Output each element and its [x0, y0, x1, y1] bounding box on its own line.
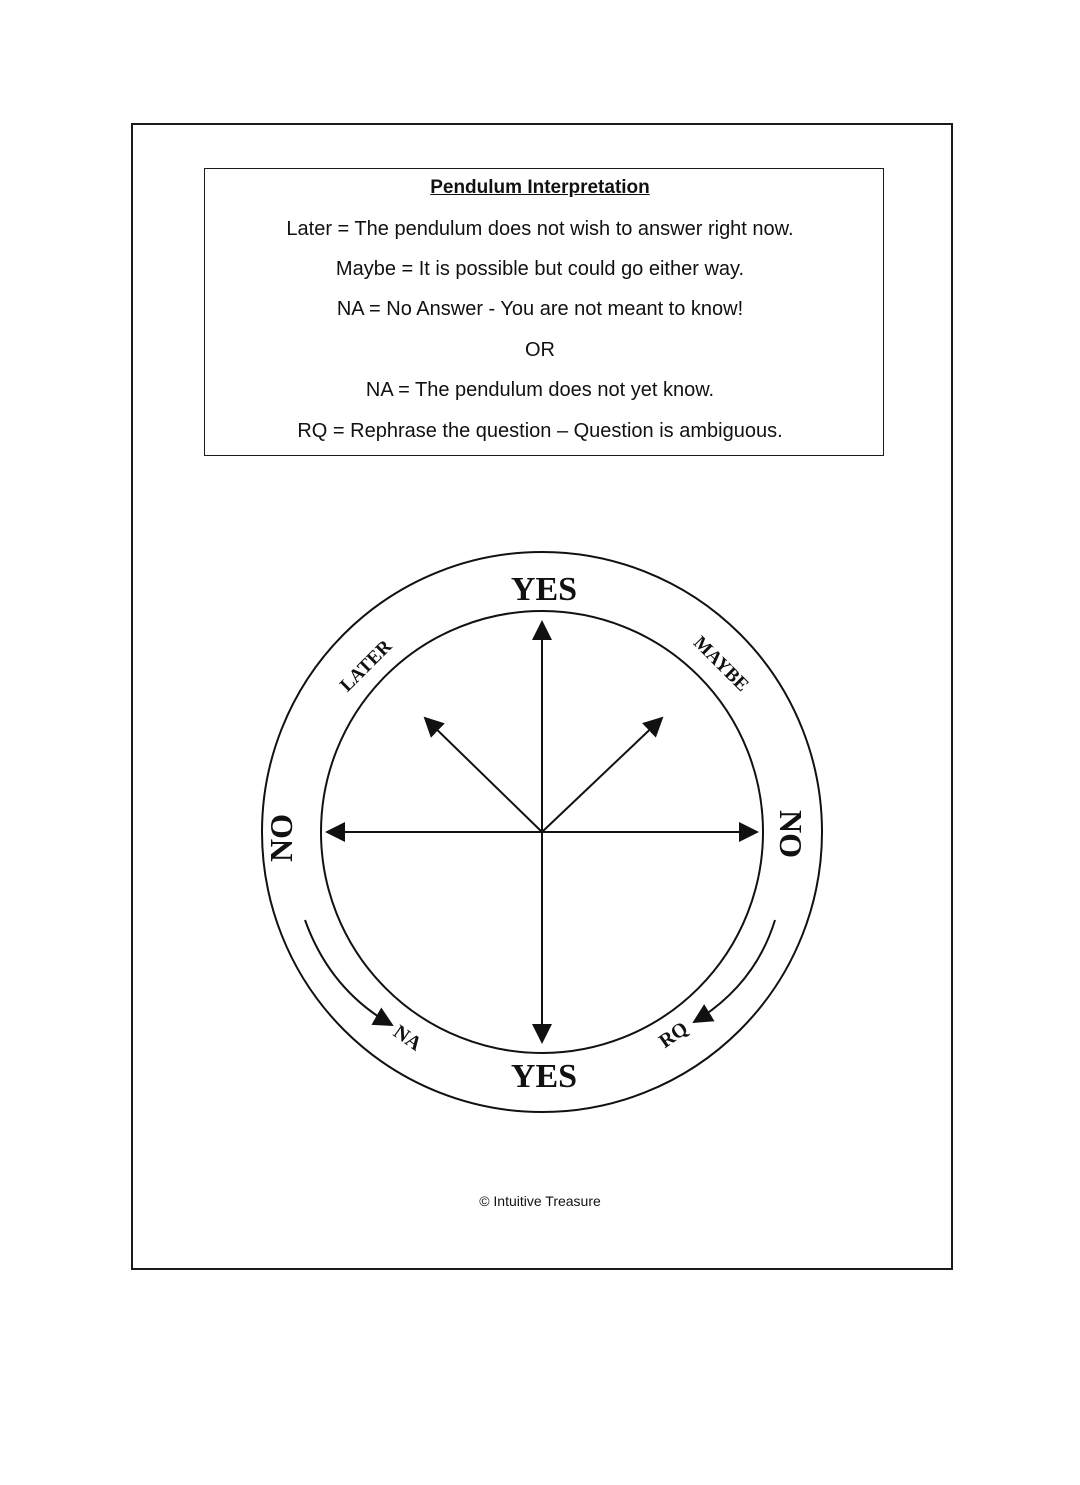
label-yes-top: YES: [510, 571, 578, 608]
legend-line-maybe: Maybe = It is possible but could go either way.: [335, 258, 745, 280]
label-na: NA: [389, 1020, 426, 1056]
label-later: LATER: [336, 636, 397, 697]
label-rq: RQ: [654, 1017, 693, 1053]
arrow-maybe: [542, 718, 662, 832]
arrow-curve-rq: [694, 920, 775, 1022]
legend-line-later: Later = The pendulum does not wish to answer right now.: [286, 218, 794, 240]
legend-line-na: NA = No Answer - You are not meant to know!: [336, 298, 744, 320]
label-maybe: MAYBE: [689, 632, 753, 696]
label-no-left: NO: [263, 814, 299, 862]
copyright-text: © Intuitive Treasure: [479, 1193, 601, 1209]
legend-line-rq: RQ = Rephrase the question – Question is ambiguous.: [297, 420, 783, 442]
legend-line-or: OR: [525, 339, 555, 361]
label-no-right: NO: [773, 810, 809, 858]
legend-line-na-alt: NA = The pendulum does not yet know.: [365, 379, 715, 401]
arrow-curve-na: [305, 920, 392, 1025]
arrow-later: [425, 718, 542, 832]
legend-title: Pendulum Interpretation: [430, 177, 650, 198]
label-yes-bottom: YES: [510, 1058, 578, 1095]
